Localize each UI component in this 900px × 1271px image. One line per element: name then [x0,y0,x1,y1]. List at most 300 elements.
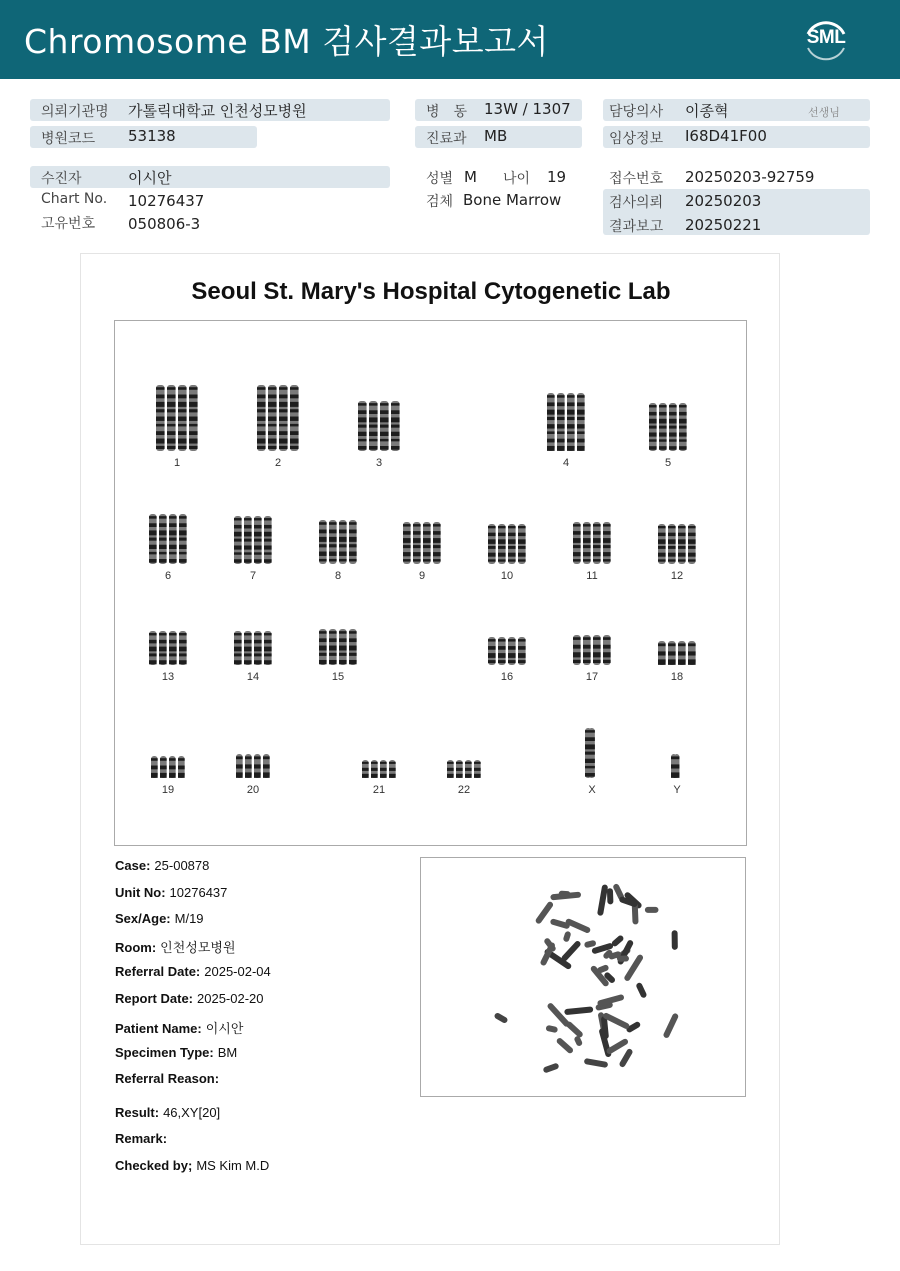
chromosome-band [159,545,167,549]
chromosome-label: Y [673,784,681,796]
chromosome-band [403,552,411,556]
chromosome-band [413,545,421,548]
chromosome-band [160,773,167,778]
chromosome-band [179,530,187,535]
chromosome-band [178,424,187,427]
chromosome-band [649,412,657,416]
chromosome-band [688,651,696,655]
chromosome-band [264,647,272,652]
case-field-value: 25-00878 [154,858,210,873]
chromosome-band [593,524,601,526]
chromosome-band [268,424,277,427]
chromosome-band [649,439,657,441]
patient-band [30,166,390,188]
chromatid [403,522,411,564]
chromosome-band [557,410,565,415]
chromosome-band [603,531,611,535]
karyogram-panel [114,320,747,846]
chromosome-band [688,553,696,557]
chromosome-band [169,773,176,778]
chromosome-band [290,387,299,390]
chromosome-label: 9 [418,570,426,582]
chromosome-10 [488,524,526,564]
report-header [0,0,900,79]
chromosome-band [349,544,357,547]
chromosome-band [518,533,526,536]
chromosome-band [254,539,262,542]
chromosome-band [149,653,157,656]
chromosome-band [268,417,277,421]
chromosome-band [371,762,378,764]
chromosome-band [603,637,611,640]
chromosome-band [254,772,261,777]
chromosome-band [474,774,481,778]
chromosome-band [668,659,676,664]
request-value: 20250203 [685,192,762,210]
chromosome-label: 14 [246,671,260,683]
chromosome-band [234,539,242,542]
chromosome-band [547,424,555,428]
chromosome-band [518,526,526,528]
chromosome-band [413,524,421,526]
chromosome-band [391,439,400,442]
chromosome-band [159,647,167,652]
chromosome-band [403,531,411,535]
hospital-code-label: 병원코드 [41,131,96,147]
chromosome-band [369,446,378,450]
chromosome-band [254,633,262,635]
chromosome-band [179,559,187,563]
case-field-label: Case: [115,858,151,873]
chromosome-20 [236,754,270,778]
chromosome-22 [447,760,481,778]
chromosome-band [349,653,357,656]
chromatid [658,524,666,564]
chromosome-band [264,660,272,664]
chromosome-band [167,395,176,399]
chromosome-band [156,431,165,435]
chromosome-band [518,553,526,557]
chromosome-band [658,643,666,646]
chromosome-band [593,637,601,640]
metaphase-chromosome [645,907,659,913]
chromosome-band [178,409,187,412]
chromosome-band [380,417,389,422]
institution-value: 가톨릭대학교 인천성모병원 [128,102,307,120]
chromosome-band [583,538,591,543]
chromosome-band [339,522,347,525]
chromosome-band [474,768,481,771]
metaphase-chromosome [560,940,581,963]
chromosome-band [593,660,601,663]
chromosome-band [369,403,378,406]
chromosome-band [264,653,272,656]
chromosome-band [498,546,506,549]
case-field [115,1071,223,1086]
chromosome-band [167,387,176,390]
chromosome-6 [149,514,187,564]
chromosome-12 [658,524,696,564]
chromosome-band [156,395,165,399]
chromosome-band [369,432,378,436]
chromosome-band [658,526,666,528]
chromosome-band [603,524,611,526]
metaphase-chromosome [635,982,647,999]
chromosome-band [254,647,262,652]
chromosome-band [268,446,277,449]
chromosome-band [518,639,526,641]
chromosome-band [465,768,472,771]
chromosome-band [369,417,378,422]
case-field-label: Sex/Age: [115,911,171,926]
chromosome-band [257,424,266,427]
chromosome-band [245,756,252,759]
metaphase-chromosome [546,1002,570,1028]
chromosome-band [688,533,696,536]
chromosome-band [547,417,555,420]
chromosome-16 [488,637,526,665]
chromosome-band [149,552,157,555]
age-label: 나이 [503,171,531,187]
chromosome-band [159,640,167,644]
chromosome-label: 1 [173,457,181,469]
chromosome-band [498,539,506,544]
chromatid [329,520,337,564]
case-field-value: 2025-02-04 [204,964,271,979]
chromosome-band [668,651,676,655]
chromosome-band [380,439,389,442]
chromosome-band [573,552,581,556]
chromosome-band [668,643,676,646]
chromosome-band [518,660,526,663]
chromosome-label: 21 [372,784,386,796]
chromosome-band [244,545,252,549]
case-field-label: Room: [115,940,157,955]
chromosome-band [264,518,272,520]
case-field [115,858,209,873]
chromosome-band [518,559,526,561]
chromosome-band [149,647,157,652]
chromosome-band [380,774,387,778]
chromosome-X [585,728,595,778]
chromosome-band [189,439,198,444]
chromosome-band [403,559,411,561]
chromosome-band [577,417,585,420]
chromosome-band [339,537,347,542]
chromatid [498,524,506,564]
chromosome-band [603,559,611,561]
chromosome-band [658,539,666,544]
chromosome-band [391,417,400,422]
chromosome-band [236,764,243,768]
chromosome-band [593,559,601,561]
case-field-label: Referral Reason: [115,1071,220,1086]
chromosome-band [169,758,176,761]
chromosome-band [488,539,496,544]
chromosome-band [169,660,177,664]
chromosome-band [557,395,565,398]
chromosome-band [649,432,657,436]
chromosome-band [573,559,581,561]
case-field [115,991,264,1006]
chromosome-band [603,552,611,556]
chromosome-band [557,439,565,443]
chromosome-band [678,651,686,655]
chromosome-band [465,774,472,778]
chromosome-band [557,446,565,451]
metaphase-chromosome [542,1062,559,1073]
chromosome-band [156,409,165,412]
chromosome-band [189,431,198,435]
chromosome-band [349,559,357,562]
chromosome-band [567,410,575,415]
chromosome-band [159,523,167,527]
chromosome-band [433,545,441,548]
chromosome-band [329,537,337,542]
chromosome-band [603,645,611,649]
chromosome-band [649,446,657,450]
chromosome-band [169,640,177,644]
chromosome-band [669,446,677,450]
chromosome-band [159,516,167,519]
chromosome-band [234,633,242,635]
chromosome-band [573,524,581,526]
chromosome-band [339,631,347,634]
chromosome-band [488,546,496,549]
chromosome-band [669,432,677,436]
chromosome-band [358,439,367,442]
chromosome-band [659,439,667,441]
chromosome-band [391,403,400,406]
chromosome-band [290,409,299,412]
chromosome-band [659,426,667,429]
chromosome-band [156,387,165,390]
chromatid [583,522,591,564]
chromosome-band [423,538,431,543]
chromosome-band [380,403,389,406]
chromosome-band [668,546,676,549]
metaphase-chromosome [563,931,572,943]
chromatid [423,522,431,564]
chromosome-band [329,552,337,556]
metaphase-chromosome [564,1006,593,1015]
metaphase-chromosome [545,1025,558,1033]
chromosome-band [169,766,176,770]
chromosome-band [433,531,441,535]
chromosome-band [234,545,242,549]
chromosome-label: 17 [585,671,599,683]
chromosome-band [674,756,679,759]
chromosome-band [244,552,252,554]
chromosome-label: 4 [562,457,570,469]
chromosome-band [279,446,288,449]
chromosome-band [508,639,516,641]
chromosome-band [254,640,262,644]
chromosome-band [319,660,327,664]
chromosome-band [557,402,565,406]
chromosome-label: 16 [500,671,514,683]
chromosome-band [189,446,198,449]
chromosome-band [169,530,177,535]
chromosome-band [547,439,555,443]
chromosome-band [577,431,585,434]
chromosome-band [577,402,585,406]
chromosome-band [679,405,687,407]
chromosome-band [567,424,575,428]
chromosome-band [358,417,367,422]
chromosome-band [573,545,581,548]
chromosome-band [498,653,506,658]
chromosome-band [567,417,575,420]
chromosome-band [156,402,165,407]
chromosome-band [178,773,185,778]
chromosome-band [380,410,389,414]
sex-label: 성별 [426,171,454,187]
chromosome-band [254,660,262,664]
chromosome-band [279,395,288,399]
chromosome-band [423,531,431,535]
chromosome-band [268,395,277,399]
metaphase-image [420,857,746,1097]
chromosome-band [547,431,555,434]
chromosome-band [649,419,657,424]
chromosome-band [319,631,327,634]
chromosome-band [257,387,266,390]
chromosome-band [159,653,167,656]
chromosome-band [257,395,266,399]
case-field-value: 이시안 [205,1021,244,1036]
chromatid [339,520,347,564]
chromosome-band [257,431,266,435]
chromosome-band [518,646,526,650]
chromosome-band [149,523,157,527]
chromosome-band [159,530,167,535]
chromosome-band [279,387,288,390]
chromosome-band [358,425,367,428]
chromosome-band [268,439,277,444]
chromosome-band [189,417,198,421]
chromosome-band [573,531,581,535]
chromosome-band [423,559,431,561]
hospital-code-value: 53138 [128,127,176,145]
chromosome-band [508,526,516,528]
chromosome-band [593,552,601,556]
chromosome-band [329,559,337,562]
chromosome-band [319,537,327,542]
chromosome-band [245,772,252,777]
chromosome-band [319,653,327,656]
chromosome-band [649,426,657,429]
chromosome-band [488,526,496,528]
chromosome-band [358,403,367,406]
page-title: Chromosome BM 검사결과보고서 [24,22,549,61]
chromosome-band [167,417,176,421]
chromosome-band [268,409,277,412]
case-field-label: Checked by; [115,1158,193,1173]
chromosome-band [349,522,357,525]
chromosome-band [498,559,506,561]
chromosome-band [268,431,277,435]
chromosome-band [149,538,157,541]
chromosome-band [593,538,601,543]
chromosome-band [234,525,242,529]
chromosome-band [169,523,177,527]
chromosome-band [433,538,441,543]
chromosome-band [679,419,687,424]
ward-value: 13W / 1307 [484,100,571,118]
chromosome-band [329,638,337,642]
chromosome-band [413,538,421,543]
chromosome-band [179,523,187,527]
chromosome-band [151,758,158,761]
chromosome-band [679,412,687,416]
metaphase-spread [421,858,747,1098]
chromosome-band [413,531,421,535]
chromosome-band [658,553,666,557]
chromosome-band [179,552,187,555]
chromosome-1 [156,385,198,451]
chromosome-band [167,446,176,449]
clinical-value: I68D41F00 [685,127,767,145]
chromosome-band [649,405,657,407]
chromosome-band [547,402,555,406]
chromosome-band [380,762,387,764]
chromatid [413,522,421,564]
chromosome-17 [573,635,611,665]
chromosome-band [358,446,367,450]
chromosome-band [244,532,252,537]
chromosome-band [658,559,666,561]
chromosome-band [669,426,677,429]
chromosome-8 [319,520,357,564]
chromosome-band [589,766,595,769]
chromosome-band [179,538,187,541]
case-field-label: Unit No: [115,885,166,900]
chromosome-band [498,646,506,650]
metaphase-chromosome [559,891,571,898]
chromosome-band [178,417,187,421]
chromosome-band [178,431,187,435]
chromosome-band [279,409,288,412]
chromosome-band [589,759,595,763]
sex-value: M [464,168,477,186]
chromosome-band [433,559,441,561]
chromosome-band [380,446,389,450]
chromosome-3 [358,401,400,451]
case-field-label: Result: [115,1105,160,1120]
chromatid [603,522,611,564]
chromosome-band [678,553,686,557]
chromosome-label: 8 [334,570,342,582]
chromosome-band [234,647,242,652]
chromosome-band [577,424,585,428]
metaphase-chromosome [597,884,608,916]
chromosome-band [583,645,591,649]
chromosome-band [329,646,337,651]
chromosome-band [290,446,299,449]
chromosome-band [254,559,262,563]
chromosome-band [678,539,686,544]
chromosome-band [254,653,262,656]
specimen-label: 검체 [426,194,454,210]
chromosome-band [371,768,378,771]
chromosome-band [567,395,575,398]
chromosome-band [668,553,676,557]
chromosome-band [557,417,565,420]
chromosome-band [678,559,686,561]
chromosome-band [319,544,327,547]
chromosome-band [557,424,565,428]
